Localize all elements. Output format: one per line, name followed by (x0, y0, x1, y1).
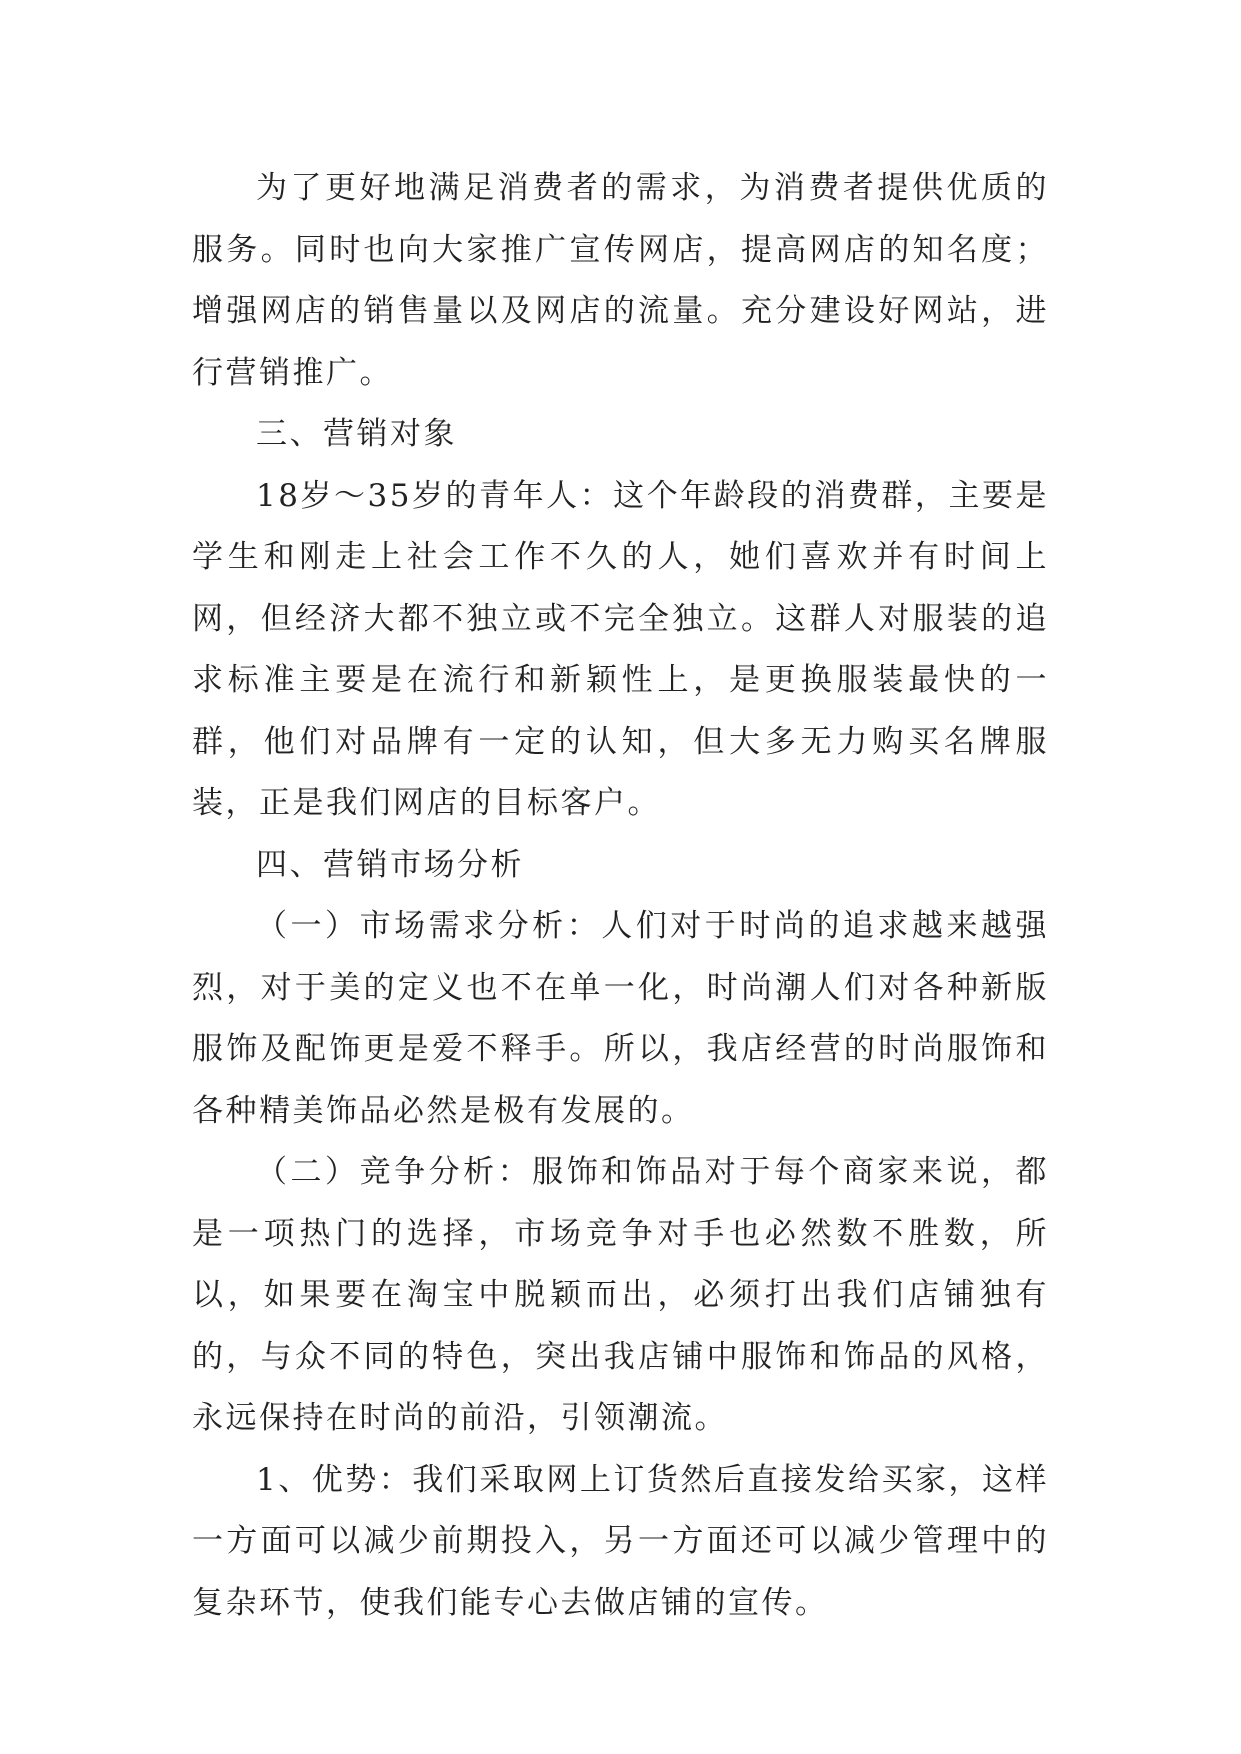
paragraph-purpose: 为了更好地满足消费者的需求，为消费者提供优质的服务。同时也向大家推广宣传网店，提高网店的知名度；增强网店的销售量以及网店的流量。充分建设好网站，进行营销推广。 (192, 170, 1049, 391)
paragraph-target-audience: 18岁～35岁的青年人：这个年龄段的消费群，主要是学生和刚走上社会工作不久的人，她们喜欢并有时间上网，但经济大都不独立或不完全独立。这群人对服装的追求标准主要是在流行和新颖性上，是更换服装最快的一群，他们对品牌有一定的认知，但大多无力购买名牌服装，正是我们网店的目标客户。 (192, 477, 1049, 821)
paragraph-competition-analysis: （二）竞争分析：服饰和饰品对于每个商家来说，都是一项热门的选择，市场竞争对手也必然数不胜数，所以，如果要在淘宝中脱颖而出，必须打出我们店铺独有的，与众不同的特色，突出我店铺中服饰和饰品的风格，永远保持在时尚的前沿，引领潮流。 (192, 1154, 1049, 1436)
heading-marketing-target: 三、营销对象 (256, 416, 457, 452)
heading-market-analysis: 四、营销市场分析 (256, 846, 524, 883)
paragraph-demand-analysis: （一）市场需求分析：人们对于时尚的追求越来越强烈，对于美的定义也不在单一化，时尚潮人们对各种新版服饰及配饰更是爱不释手。所以，我店经营的时尚服饰和各种精美饰品必然是极有发展的。 (192, 908, 1049, 1129)
paragraph-advantages: 1、优势：我们采取网上订货然后直接发给买家，这样一方面可以减少前期投入，另一方面还可以减少管理中的复杂环节，使我们能专心去做店铺的宣传。 (192, 1461, 1049, 1621)
document-body (192, 158, 1049, 1634)
